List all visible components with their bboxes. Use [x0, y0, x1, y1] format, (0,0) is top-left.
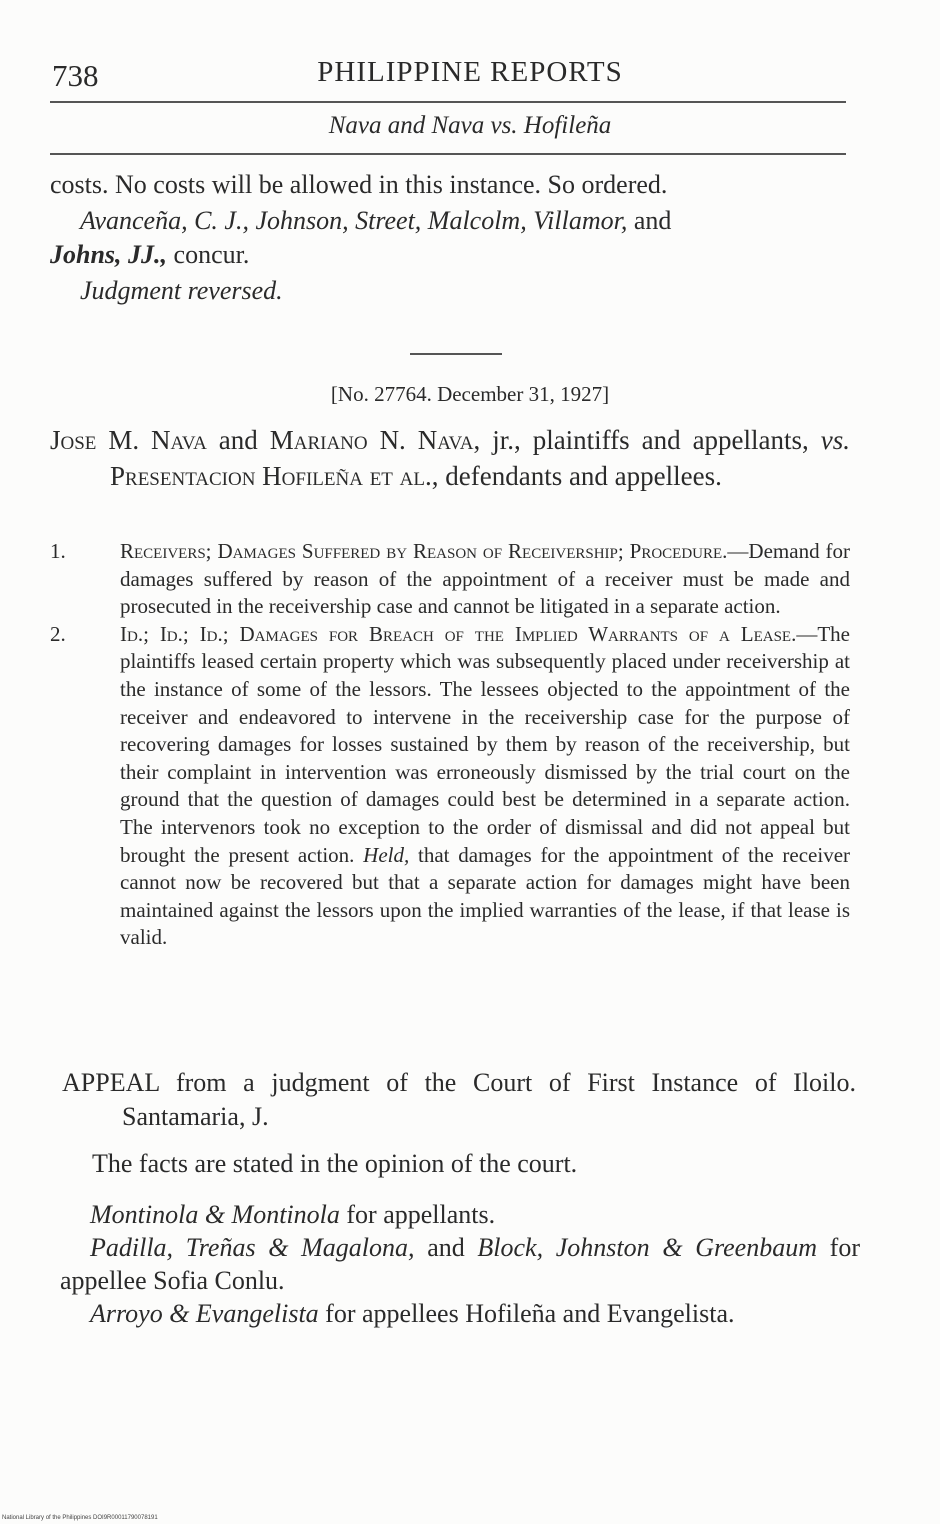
- counsel-line: [60, 1231, 860, 1297]
- header-rule-top: [50, 101, 846, 103]
- counsel-role: for appellees Hofileña and Evangelista.: [325, 1299, 735, 1328]
- syllabus-item-text: [50, 621, 851, 952]
- plaintiff-2: Mariano N. Nava,: [269, 425, 481, 455]
- footer-note: National Library of the Philippines DOI9R00011790078191: [2, 1515, 158, 1521]
- counsel-names: Montinola & Montinola: [90, 1200, 340, 1229]
- syllabus-number: 2.: [50, 621, 66, 646]
- running-head: PHILIPPINE REPORTS: [317, 56, 623, 88]
- title-end: defendants and appellees.: [445, 461, 722, 491]
- closing-text: costs. No costs will be allowed in this instance. So ordered.: [50, 170, 668, 199]
- appeal-line: [62, 1066, 856, 1134]
- defendant: Presentacion Hofileña et al.,: [110, 461, 439, 491]
- counsel: [60, 1198, 860, 1330]
- counsel-joiner: and: [427, 1233, 465, 1262]
- syllabus-heading: Receivers; Damages Suffered by Reason of Receivership; Procedure.: [120, 539, 728, 563]
- judgment-text: Judgment reversed.: [80, 276, 283, 305]
- syllabus-item: [50, 538, 850, 621]
- facts-text: The facts are stated in the opinion of the court.: [92, 1149, 578, 1178]
- appeal-body: from a judgment of the Court of First Instance of Iloilo. Santamaria, J.: [122, 1068, 857, 1131]
- header-rule-bottom: [50, 153, 846, 155]
- syllabus: [50, 538, 850, 952]
- syllabus-item: [50, 621, 850, 952]
- page-number: 738: [52, 58, 99, 93]
- plaintiff-1: Jose M. Nava: [50, 425, 207, 455]
- concurring-last: Johns, JJ.,: [50, 240, 168, 269]
- syllabus-text: —Demand for damages suffered by reason of the appointment of a receiver must be made and prosecuted in the receivership case and cannot be litigated in a separate action.: [120, 539, 850, 619]
- concurrence-line-2: [50, 238, 850, 272]
- appeal-text: [62, 1066, 856, 1134]
- title-and: and: [218, 425, 258, 455]
- counsel-role: for appellee Sofia Conlu.: [60, 1233, 860, 1295]
- syllabus-item-text: [50, 538, 850, 621]
- case-title-text: [50, 422, 850, 494]
- concur-word: concur.: [173, 240, 250, 269]
- case-short-title: Nava and Nava vs. Hofileña: [328, 112, 612, 139]
- case-separator: [410, 353, 502, 355]
- syllabus-text-after-held: that damages for the appointment of the receiver cannot now be recovered but that a separate action for damages might have been maintained against the lessors upon the implied warranties of the lease, if that lease is valid.: [120, 842, 851, 950]
- judgment: [50, 274, 850, 308]
- syllabus-number: 1.: [50, 539, 66, 563]
- counsel-names: Padilla, Treñas & Magalona,: [90, 1233, 415, 1262]
- counsel-line: [60, 1198, 860, 1231]
- concurrence: [50, 204, 850, 238]
- counsel-role: for appellants.: [346, 1200, 496, 1229]
- appeal-lead: APPEAL: [62, 1068, 160, 1097]
- counsel-line: [60, 1297, 860, 1330]
- concurring-and: and: [633, 206, 672, 235]
- previous-case-ending: [50, 168, 850, 308]
- syllabus-heading: Id.; Id.; Id.; Damages for Breach of the Implied Warrants of a Lease.: [120, 621, 797, 646]
- title-jr: jr., plaintiffs and appellants,: [492, 425, 809, 455]
- counsel-names-2: Block, Johnston & Greenbaum: [477, 1233, 817, 1262]
- syllabus-text: —The plaintiffs leased certain property which was subsequently placed under receivership at the instance of some of the lessors. The lessees objected to the appointment of the receiver and endeavored to intervene in the receivership case for the purpose of recovering damages for losses sustained by them by reason of the receivership, but their complaint in intervention was erroneously dismissed by the trial court on the ground that the question of damages could best be determined in a separate action. The intervenors took no exception to the order of dismissal and did not appeal but brought the present action.: [120, 621, 850, 867]
- concurring-justices: Avanceña, C. J., Johnson, Street, Malcolm, Villamor,: [80, 206, 628, 235]
- held-word: Held,: [363, 842, 410, 867]
- facts: [52, 1147, 852, 1181]
- case-number: [No. 27764. December 31, 1927]: [330, 382, 610, 406]
- counsel-names: Arroyo & Evangelista: [90, 1299, 319, 1328]
- title-vs: vs.: [820, 425, 850, 455]
- case-title: [50, 422, 850, 494]
